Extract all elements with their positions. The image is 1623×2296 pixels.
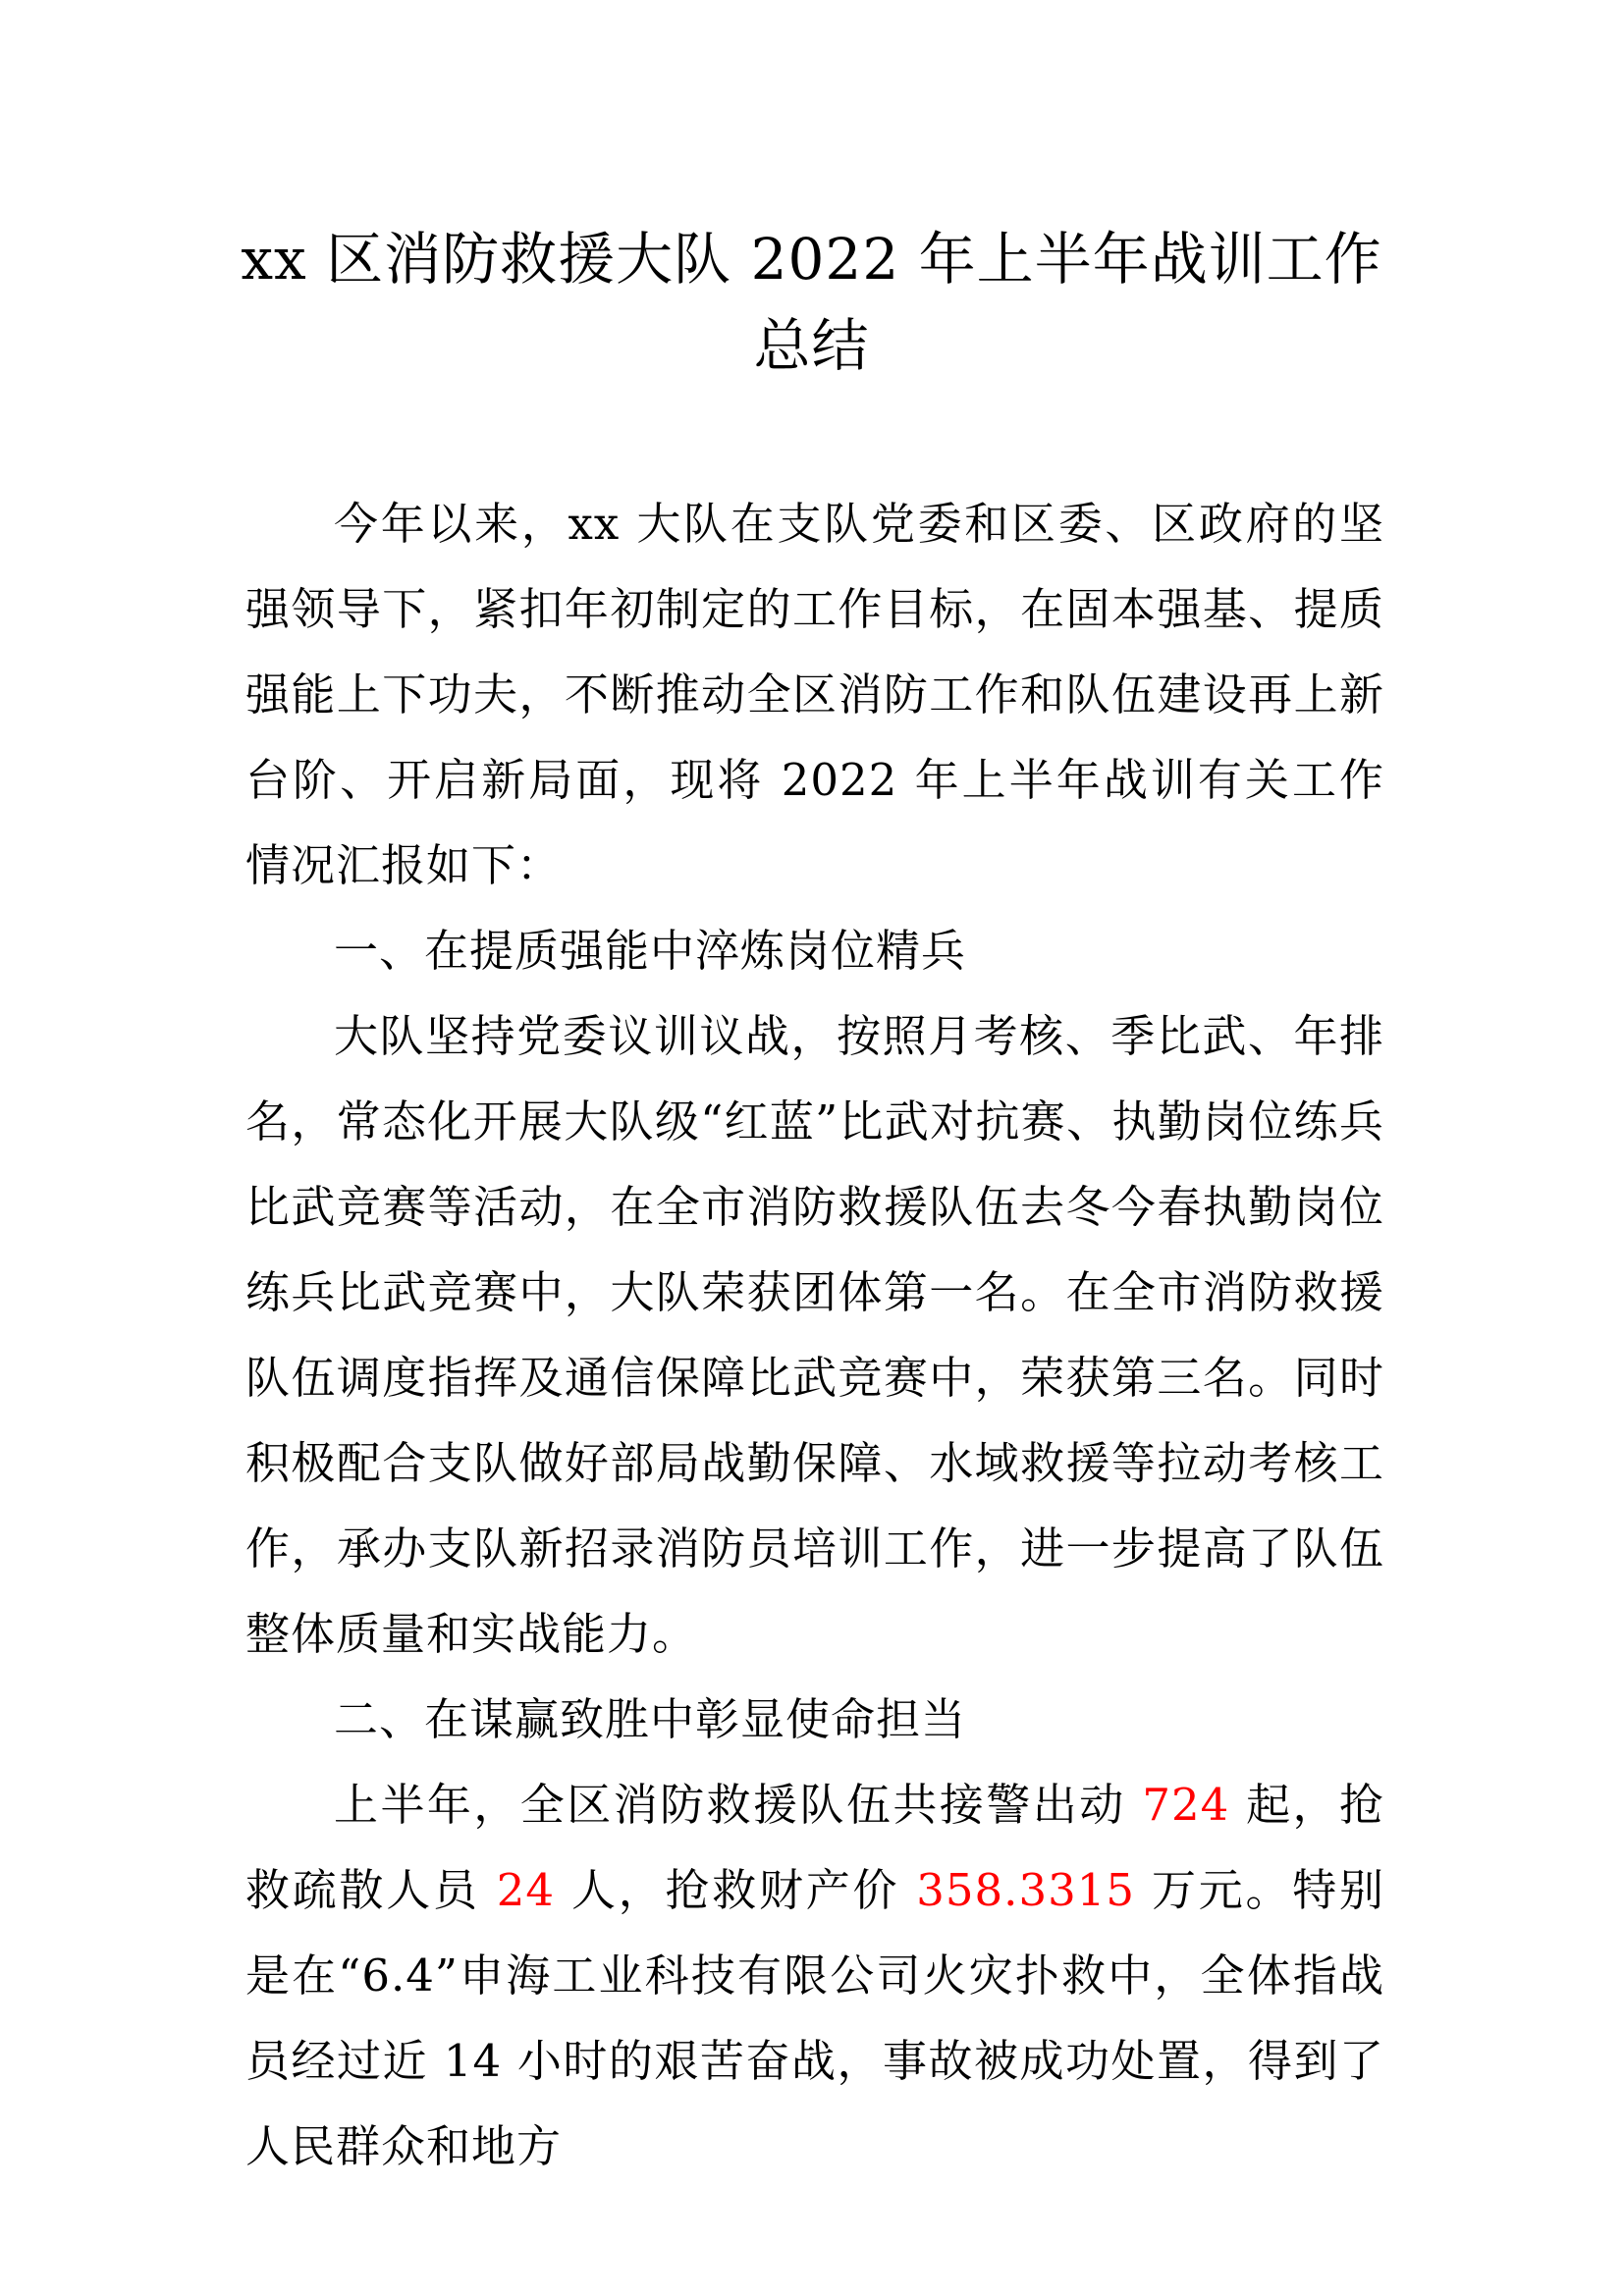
title-line-2: 总结 [753,312,870,379]
section-heading-2: 二、在谋赢致胜中彰显使命担当 [334,1693,967,1745]
section-2-paragraph [245,1762,1384,2189]
section-2-text-1: 上半年，全区消防救援队伍共接警出动 [334,1779,1143,1831]
section-2-text-2: 起，抢救疏散人员 [245,1779,1384,1916]
title-line-1: xx 区消防救援大队 2022 年上半年战训工作 [241,226,1382,293]
document-title [226,216,1397,389]
alarm-count: 724 [1142,1779,1230,1831]
property-value: 358.3315 [916,1864,1135,1916]
intro-paragraph: 今年以来，xx 大队在支队党委和区委、区政府的坚强领导下，紧扣年初制定的工作目标，在固本强基、提质强能上下功夫，不断推动全区消防工作和队伍建设再上新台阶、开启新局面，现将 2022 年上半年战训有关工作情况汇报如下： [245,498,1384,891]
rescued-count: 24 [496,1864,556,1916]
section-2-text-4: 万元。特别是在“6.4”申海工业科技有限公司火灾扑救中，全体指战员经过近 14 小时的艰苦奋战，事故被成功处置，得到了人民群众和地方 [245,1864,1384,2172]
section-1-paragraph: 大队坚持党委议训议战，按照月考核、季比武、年排名，常态化开展大队级“红蓝”比武对抗赛、执勤岗位练兵比武竞赛等活动，在全市消防救援队伍去冬今春执勤岗位练兵比武竞赛中，大队荣获团体第一名。在全市消防救援队伍调度指挥及通信保障比武竞赛中，荣获第三名。同时积极配合支队做好部局战勤保障、水域救援等拉动考核工作，承办支队新招录消防员培训工作，进一步提高了队伍整体质量和实战能力。 [245,1010,1384,1660]
section-2-text-3: 人，抢救财产价 [555,1864,917,1916]
document-body [245,481,1384,2189]
section-heading-1: 一、在提质强能中淬炼岗位精兵 [334,925,967,977]
